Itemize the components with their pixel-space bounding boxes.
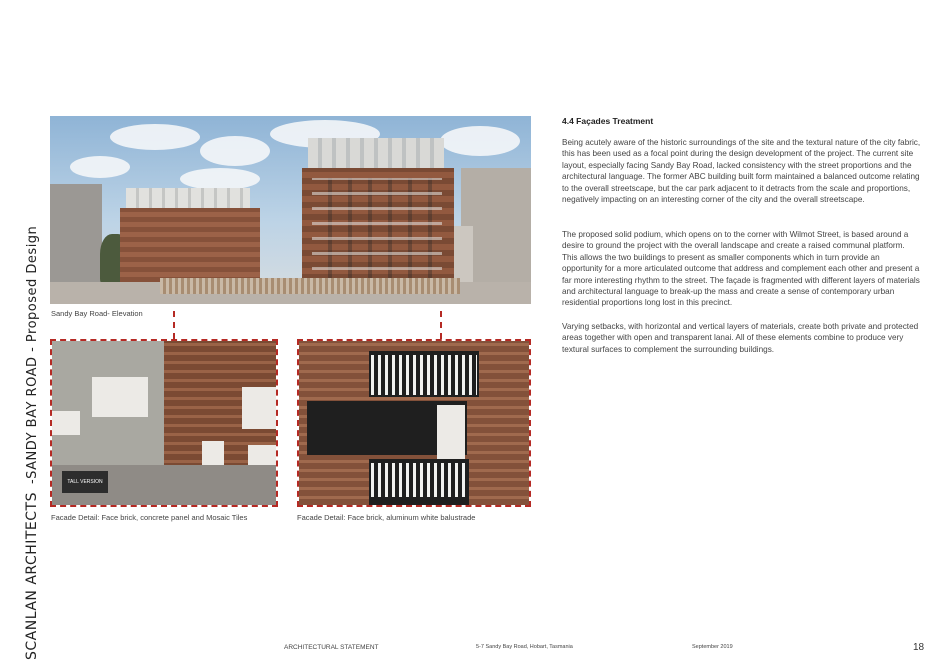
side-title xyxy=(24,225,50,660)
white-balustrade xyxy=(371,463,467,497)
cloud xyxy=(200,136,270,166)
document-subtitle: -SANDY BAY ROAD - Proposed Design xyxy=(25,225,40,485)
cloud xyxy=(180,168,260,190)
footer-statement: ARCHITECTURAL STATEMENT xyxy=(284,644,379,651)
detail-2-caption: Facade Detail: Face brick, aluminum white balustrade xyxy=(297,513,476,522)
white-balustrade xyxy=(371,355,477,395)
podium-screen xyxy=(160,278,460,294)
building-b-windows xyxy=(312,178,442,282)
building-a-upper xyxy=(126,188,250,210)
elevation-caption: Sandy Bay Road- Elevation xyxy=(51,309,143,318)
footer-date: September 2019 xyxy=(692,644,733,650)
facade-detail-1-image xyxy=(50,339,278,507)
cloud xyxy=(70,156,130,178)
window xyxy=(92,377,148,417)
building-b-upper xyxy=(308,138,444,170)
building-a xyxy=(120,208,260,282)
paragraph-2: The proposed solid podium, which opens on to the corner with Wilmot Street, is based around a desire to ground the project with the overall landscape and create a raised communal platform. This allows the two buildings to present as smaller components which in turn provide an opportunity for a more articulated outcome that address and complement each other and present a far more interesting rhythm to the street. The façade is fragmented with different layers of materials and architectural language to break-up the mass and create a sense of contemporary urban residential proportions long lost in this precinct. xyxy=(562,230,920,308)
detail-1-connector xyxy=(173,311,175,339)
paragraph-3: Varying setbacks, with horizontal and vertical layers of materials, create both private and protected areas together with open and transparent lanai. All of these elements combine to produce very textural surfaces to complement the surrounding buildings. xyxy=(562,322,919,354)
page-number: 18 xyxy=(913,642,925,653)
paragraph-1: Being acutely aware of the historic surroundings of the site and the textural nature of the city fabric, this has been used as a focal point during the design development of the project. The current site layout, especially facing Sandy Bay Road, lacked consistency with the street proportions and the architectural language. The former ABC building built form maintained a balanced outcome relating to the overall streetscape, but the car park adjacent to it detracts from the scale and proportions, negatively impacting on an interesting corner of the city and the overall streetscape. xyxy=(562,138,921,205)
firm-name: SCANLAN ARCHITECTS xyxy=(24,492,40,660)
facade-detail-2-image xyxy=(297,339,531,507)
site-sign xyxy=(62,471,108,493)
elevation-render xyxy=(50,116,531,304)
window xyxy=(437,405,465,465)
detail-2-connector xyxy=(440,311,442,339)
cloud xyxy=(440,126,520,156)
detail-1-caption: Facade Detail: Face brick, concrete panel and Mosaic Tiles xyxy=(51,513,248,522)
section-heading: 4.4 Façades Treatment xyxy=(562,116,654,126)
site-sign-text: TALL VERSION xyxy=(67,479,103,485)
cloud xyxy=(110,124,200,150)
window xyxy=(52,411,80,435)
window xyxy=(242,387,278,429)
footer-address: 5-7 Sandy Bay Road, Hobart, Tasmania xyxy=(476,644,573,650)
